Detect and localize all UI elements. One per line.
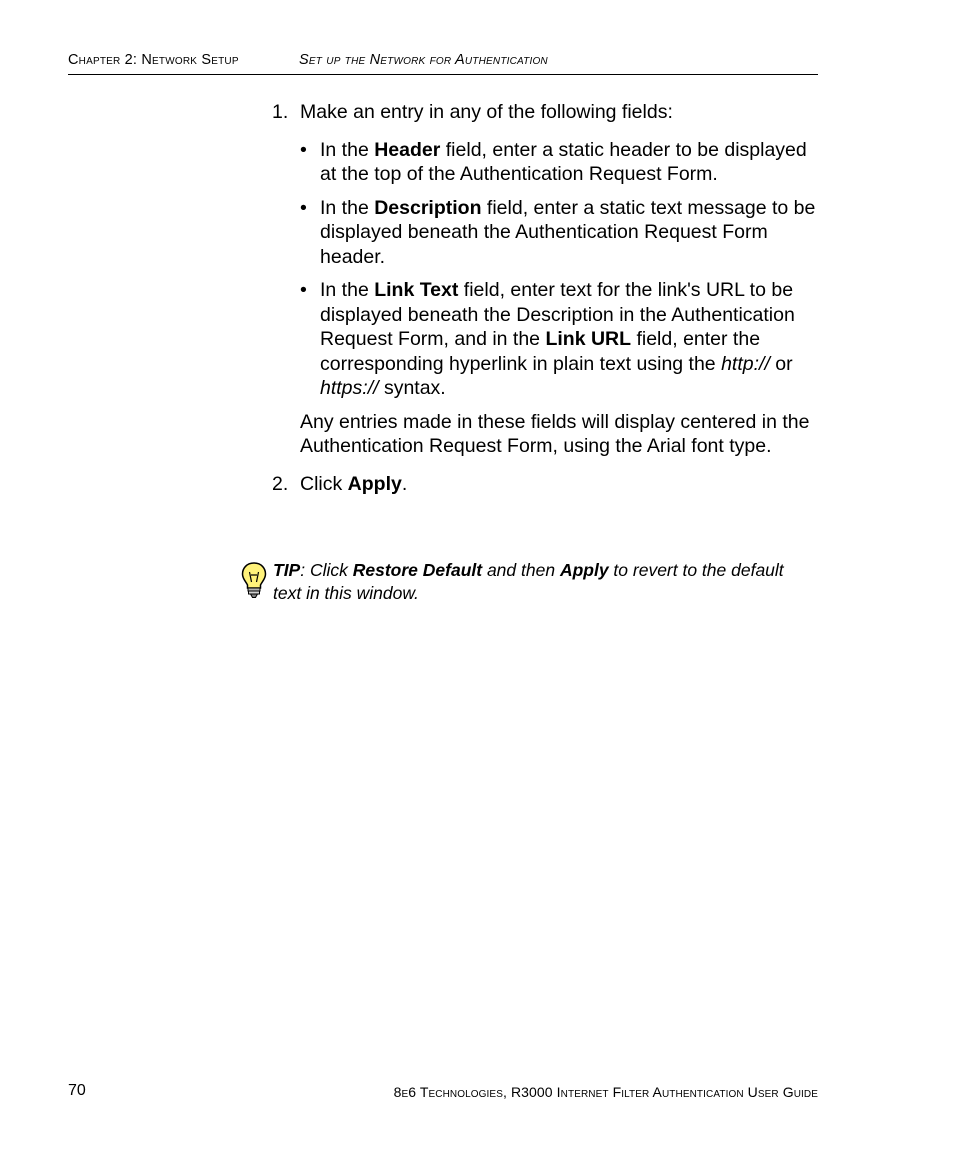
bullet-icon: • — [300, 279, 307, 301]
step-1 — [272, 100, 818, 125]
apply-keyword: Apply — [559, 560, 609, 580]
lightbulb-icon — [240, 561, 268, 599]
list-item-link — [300, 278, 818, 401]
syntax-http: http:// — [721, 352, 770, 375]
bullet-icon: • — [300, 196, 307, 219]
tip-label: TIP — [273, 560, 301, 580]
text-run: In the — [320, 138, 375, 161]
tip-text — [273, 559, 793, 605]
syntax-https: https:// — [320, 377, 379, 399]
footer-title: 8e6 Technologies, R3000 Internet Filter Authentication User Guide — [393, 1084, 818, 1100]
step-2 — [272, 472, 818, 497]
text-run: In the — [320, 279, 375, 301]
field-name-description: Description — [374, 196, 482, 219]
text-run: to revert to the default text in this window. — [273, 560, 784, 603]
text-run: field, enter text for the link's URL to be displayed beneath the Description in the Authentication Request Form, and in the — [320, 279, 795, 350]
note-paragraph: Any entries made in these fields will display centered in the Authentication Request Form, using the Arial font type. — [300, 410, 810, 457]
field-name-link-text: Link Text — [374, 279, 459, 301]
main-content — [272, 100, 818, 496]
text-run: Click — [300, 472, 348, 495]
text-run: : Click — [300, 560, 353, 580]
list-item-header — [300, 138, 818, 187]
text-run: and then — [482, 560, 560, 580]
list-item-description — [300, 196, 818, 270]
text-run: or — [769, 352, 793, 375]
page-number: 70 — [68, 1082, 86, 1099]
text-run: . — [401, 472, 408, 495]
bullet-icon: • — [300, 138, 307, 161]
step-number: 1. — [272, 101, 289, 123]
text-run: field, enter a static header to be displayed at the top of the Authentication Request Form. — [320, 138, 807, 185]
field-name-header: Header — [374, 138, 441, 161]
running-header — [68, 50, 818, 75]
chapter-title: Chapter 2: Network Setup — [68, 52, 239, 68]
apply-keyword: Apply — [347, 472, 402, 495]
text-run: field, enter a static text message to be displayed beneath the Authentication Request Form header. — [320, 196, 816, 268]
text-run: field, enter the corresponding hyperlink in plain text using the — [320, 328, 761, 375]
step-number: 2. — [272, 472, 289, 495]
section-title: Set up the Network for Authentication — [299, 52, 548, 68]
text-run: syntax. — [378, 377, 446, 399]
field-list — [300, 138, 818, 401]
field-name-link-url: Link URL — [545, 328, 632, 350]
text-run: In the — [320, 196, 375, 219]
restore-default-keyword: Restore Default — [352, 560, 483, 580]
step-text: Make an entry in any of the following fields: — [300, 101, 673, 123]
